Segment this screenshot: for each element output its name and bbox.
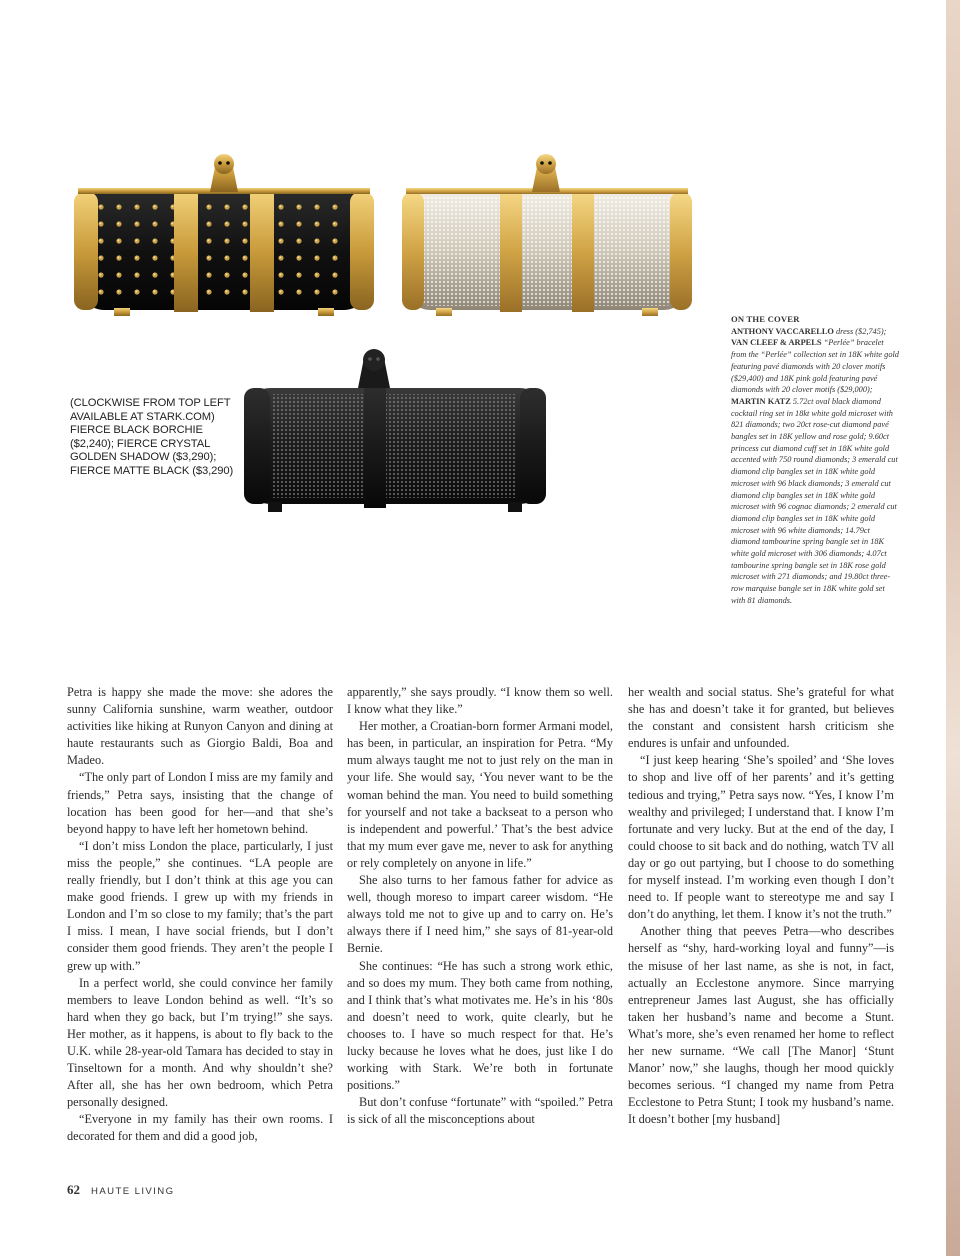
- article-paragraph: apparently,” she says proudly. “I know them so well. I know what they like.”: [347, 685, 613, 717]
- caption-line: FIERCE BLACK BORCHIE: [70, 424, 203, 437]
- article-paragraph: But don’t confuse “fortunate” with “spoiled.” Petra is sick of all the misconceptions about: [347, 1095, 613, 1127]
- clutch-crystal-golden-shadow-svg: [402, 148, 692, 328]
- page-footer: [67, 1182, 174, 1198]
- article-column-3: [628, 684, 894, 1128]
- product-image-crystal-golden-shadow: [402, 148, 692, 328]
- article-column-2: [347, 684, 613, 1128]
- cover-text: “Perlée” bracelet from the “Perlée” collection set in 18K white gold featuring pavé diamonds with 20 clover motifs ($29,400) and 18K pink gold featuring pavé diamonds with 20 clover motifs ($29,000);: [731, 338, 899, 395]
- product-image-matte-black: [244, 344, 546, 524]
- magazine-name: HAUTE LIVING: [91, 1186, 175, 1197]
- article-paragraph: Petra is happy she made the move: she adores the sunny California sunshine, warm weather, outdoor activities like hiking at Runyon Canyon and dining at haute restaurants such as Giorgio Baldi, Boa and Madeo.: [67, 685, 333, 768]
- cover-credits-title: ON THE COVER: [731, 314, 800, 324]
- article-paragraph: “I don’t miss London the place, particularly, I just miss the people,” she continues. “LA people are really friendly, but I don’t think at this age you can make good friends. I grew up with my friends in London and I’m so close to my family; that’s the part I miss. I mean, I have social friends, but I don’t consider them good friends. They aren’t the people I grew up with.”: [67, 838, 333, 973]
- cover-brand: VAN CLEEF & ARPELS: [731, 338, 822, 348]
- caption-line: AVAILABLE AT STARK.COM): [70, 410, 215, 423]
- article-paragraph: “Everyone in my family has their own rooms. I decorated for them and did a good job,: [67, 1112, 333, 1144]
- article-paragraph: “I just keep hearing ‘She’s spoiled’ and ‘She loves to shop and live off of her parents’ and it’s getting tedious and trying,” Petra says now. “Yes, I know I’m wealthy and privileged; I understand that. I know I’m fortunate and very lucky. But at the end of the day, I could choose to sit back and do nothing, watch TV all day or go out partying, but I choose to do something for myself instead. I’m working even though I don’t need to. If people want to stereotype me and say I don’t do anything, let them. I know it’s not the truth.”: [628, 753, 894, 922]
- caption-line: ($2,240); FIERCE CRYSTAL: [70, 437, 211, 450]
- article-paragraph: “The only part of London I miss are my family and friends,” Petra says, insisting that the change of location has been good for her—and that she’s beyond happy to have left her hometown behind.: [67, 770, 333, 836]
- cover-credits: [731, 314, 899, 607]
- article-paragraph: She also turns to her famous father for advice as well, though moreso to impart career wisdom. “He always told me not to give up and to carry on. He’s always there if I need him,” she says of 81-year-old Bernie.: [347, 873, 613, 956]
- cover-text: 5.72ct oval black diamond cocktail ring set in 18kt white gold microset with 821 diamonds; two 20ct rose-cut diamond pavé bangles set in 18K yellow and rose gold; 9.60ct princess cut diamond cuff set in 18K white gold accented with 750 round diamonds; 3 emerald cut diamond clip bangles set in 18K white gold microset with 96 black diamonds; 3 emerald cut diamond clip bangles set in 18K white gold microset with 96 cognac diamonds; 2 emerald cut diamond clip bangles set in 18K white gold microset with 96 white diamonds; 14.79ct diamond tambourine spring bangle set in 18K white gold microset with 306 diamonds; 4.07ct tambourine spring bangle set in 18K rose gold microset with 271 diamonds; and 19.80ct three-row marquise bangle set in 18K white gold set with 81 diamonds.: [731, 396, 898, 605]
- article-paragraph: She continues: “He has such a strong work ethic, and so does my mum. They both came from nothing, and I think that’s what motivates me. He’s in his ‘80s and doesn’t need to work, quite clearly, but he chooses to. I have so much respect for that. He’s lucky because he loves what he does, just like I do working with Stark. We’re both in fortunate positions.”: [347, 958, 613, 1093]
- cover-credits-body: [731, 326, 899, 607]
- clutch-matte-black-svg: [244, 344, 546, 524]
- product-caption: [70, 397, 234, 479]
- article-paragraph: her wealth and social status. She’s grateful for what she has and doesn’t take it for granted, but believes the constant and consistent harsh criticism she endures is unfair and unfounded.: [628, 685, 894, 751]
- caption-line: GOLDEN SHADOW ($3,290);: [70, 451, 217, 464]
- page-edge-strip: [946, 0, 960, 1256]
- article-paragraph: In a perfect world, she could convince her family members to leave London behind as well. “It’s so hard when they go back, but I’m trying!” she says. Her mother, as it happens, is about to fly back to the U.K. while 28-year-old Tamara has decided to stay in Tinseltown for a month. And why shouldn’t she? After all, she has her own bedroom, which Petra personally designed.: [67, 975, 333, 1110]
- page-number: 62: [67, 1182, 80, 1197]
- product-image-black-borchie: [74, 148, 374, 328]
- article-paragraph: Another thing that peeves Petra—who describes herself as “shy, hard-working loyal and funny”—is the misuse of her last name, as she is not, in fact, actually an Ecclestone anymore. Since marrying entrepreneur James last August, she has officially taken her husband’s name and become a Stunt. What’s more, she’s even renamed her home to reflect her new surname. “We call [The Manor] ‘Stunt Manor’ now,” she laughs, though her mood quickly becomes serious. “I changed my name from Petra Ecclestone to Petra Stunt; I took my husband’s name. It doesn’t bother [my husband]: [628, 924, 894, 1127]
- cover-text: dress ($2,745);: [833, 326, 887, 336]
- article-paragraph: Her mother, a Croatian-born former Armani model, has been, in particular, an inspiration for Petra. “My mum always taught me not to just rely on the man in your life. She would say, ‘You never want to be the woman behind the man. You need to build something for yourself and not take a backseat to a person who is independent and powerful.’ That’s the best advice that my mum ever gave me, never to ask for anything or rely completely on anyone in life.”: [347, 719, 613, 870]
- clutch-black-borchie-svg: [74, 148, 374, 328]
- cover-brand: ANTHONY VACCARELLO: [731, 326, 834, 336]
- caption-line: FIERCE MATTE BLACK ($3,290): [70, 464, 234, 477]
- article-column-1: [67, 684, 333, 1146]
- cover-brand: MARTIN KATZ: [731, 396, 791, 406]
- caption-line: (CLOCKWISE FROM TOP LEFT: [70, 397, 231, 409]
